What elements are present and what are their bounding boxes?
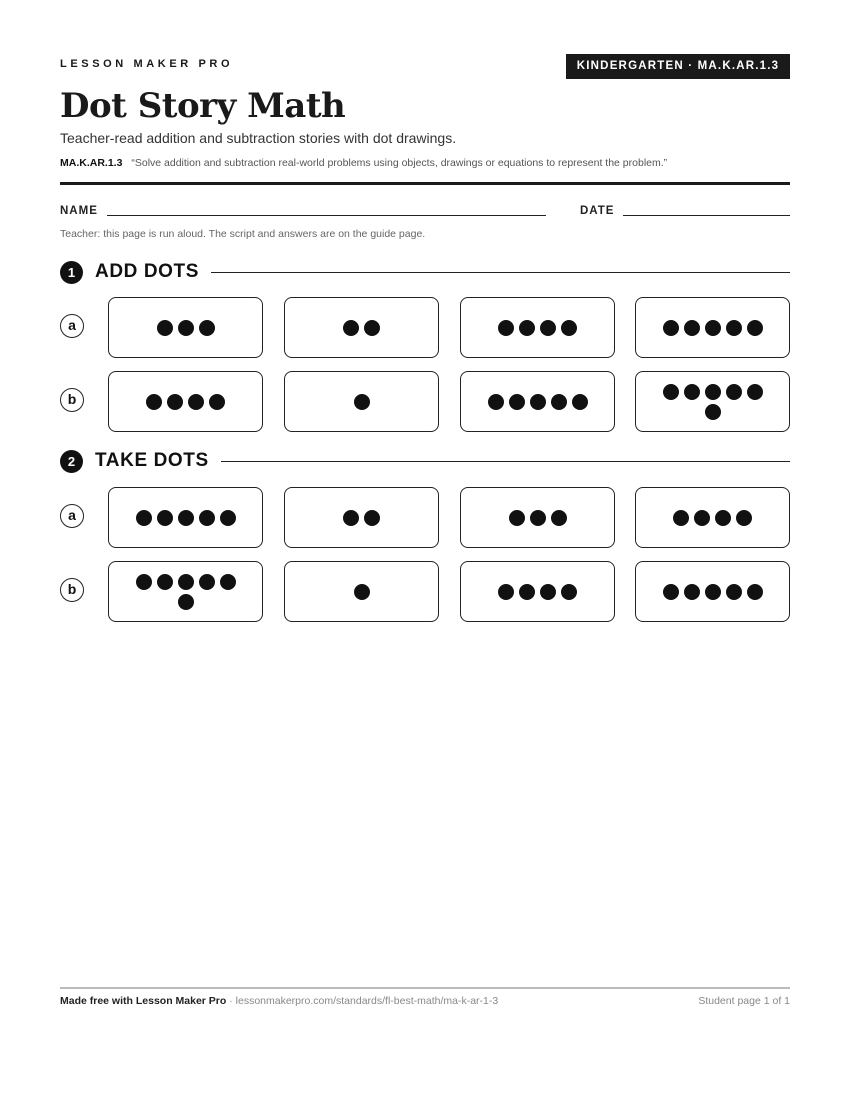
dot-card — [635, 371, 790, 432]
dot-icon — [343, 320, 359, 336]
dot-icon — [705, 404, 721, 420]
problem-row — [60, 561, 790, 623]
dot-icon — [178, 594, 194, 610]
dot-icon — [705, 384, 721, 400]
section-header — [60, 260, 790, 284]
row-label-badge: a — [60, 504, 84, 528]
dot-icon — [726, 384, 742, 400]
section-title: TAKE DOTS — [95, 449, 221, 473]
dot-icon — [684, 320, 700, 336]
dot-icon — [705, 584, 721, 600]
dot-icon — [551, 510, 567, 526]
footer-url[interactable]: · lessonmakerpro.com/standards/fl-best-math/ma-k-ar-1-3 — [226, 995, 499, 1007]
dot-icon — [705, 320, 721, 336]
dot-icon — [498, 584, 514, 600]
dot-group — [663, 584, 763, 600]
dot-icon — [715, 510, 731, 526]
dot-icon — [178, 510, 194, 526]
dot-icon — [364, 320, 380, 336]
problem-row — [60, 297, 790, 359]
name-write-line[interactable] — [107, 215, 546, 216]
dot-group — [663, 384, 763, 420]
problem-row — [60, 487, 790, 549]
dot-icon — [209, 394, 225, 410]
dot-icon — [178, 320, 194, 336]
dot-icon — [199, 510, 215, 526]
footer-divider — [60, 987, 790, 989]
dot-card — [108, 297, 263, 358]
section-header — [60, 449, 790, 473]
dot-group — [312, 320, 412, 336]
dot-icon — [364, 510, 380, 526]
footer-page-number: Student page 1 of 1 — [698, 995, 790, 1007]
dot-card — [460, 561, 615, 622]
problem-row — [60, 371, 790, 433]
dot-card — [460, 487, 615, 548]
dot-icon — [343, 510, 359, 526]
grade-standard-badge: KINDERGARTEN · MA.K.AR.1.3 — [566, 54, 790, 79]
dot-icon — [509, 394, 525, 410]
dot-icon — [354, 394, 370, 410]
dot-icon — [488, 394, 504, 410]
dot-group — [312, 584, 412, 600]
dot-card — [635, 487, 790, 548]
dot-card — [460, 371, 615, 432]
dot-card — [284, 561, 439, 622]
row-label-badge: a — [60, 314, 84, 338]
dot-card — [284, 487, 439, 548]
page-subtitle: Teacher-read addition and subtraction stories with dot drawings. — [60, 130, 457, 146]
dot-icon — [199, 320, 215, 336]
dot-icon — [684, 584, 700, 600]
dot-group — [312, 510, 412, 526]
dot-icon — [673, 510, 689, 526]
dot-icon — [188, 394, 204, 410]
dot-icon — [199, 574, 215, 590]
dot-icon — [509, 510, 525, 526]
dot-icon — [561, 584, 577, 600]
name-label: NAME — [60, 205, 98, 217]
dot-group — [136, 320, 236, 336]
dot-icon — [747, 384, 763, 400]
teacher-note: Teacher: this page is run aloud. The script and answers are on the guide page. — [60, 228, 426, 240]
dot-group — [488, 584, 588, 600]
dot-group — [312, 394, 412, 410]
dot-icon — [146, 394, 162, 410]
dot-icon — [726, 320, 742, 336]
dot-icon — [220, 510, 236, 526]
dot-icon — [663, 384, 679, 400]
standard-text: “Solve addition and subtraction real-world problems using objects, drawings or equations to represent the problem.” — [131, 157, 668, 169]
dot-icon — [178, 574, 194, 590]
standard-code: MA.K.AR.1.3 — [60, 157, 123, 169]
dot-card — [460, 297, 615, 358]
dot-icon — [157, 574, 173, 590]
dot-group — [488, 510, 588, 526]
dot-icon — [747, 584, 763, 600]
dot-icon — [167, 394, 183, 410]
dot-icon — [136, 510, 152, 526]
row-label-badge: b — [60, 388, 84, 412]
dot-icon — [519, 320, 535, 336]
dot-group — [136, 574, 236, 610]
dot-icon — [572, 394, 588, 410]
section-number-badge: 1 — [60, 261, 83, 284]
brand-name: LESSON MAKER PRO — [60, 58, 234, 70]
dot-icon — [220, 574, 236, 590]
page-title: Dot Story Math — [60, 86, 346, 126]
dot-card — [108, 487, 263, 548]
dot-icon — [519, 584, 535, 600]
dot-group — [488, 320, 588, 336]
section-number-badge: 2 — [60, 450, 83, 473]
dot-icon — [530, 510, 546, 526]
dot-icon — [354, 584, 370, 600]
footer-credit — [60, 995, 498, 1007]
dot-icon — [663, 320, 679, 336]
dot-group — [488, 394, 588, 410]
dot-group — [136, 510, 236, 526]
dot-icon — [736, 510, 752, 526]
dot-card — [284, 371, 439, 432]
dot-group — [663, 320, 763, 336]
dot-group — [136, 394, 236, 410]
dot-icon — [551, 394, 567, 410]
dot-icon — [540, 320, 556, 336]
dot-icon — [498, 320, 514, 336]
header-divider — [60, 182, 790, 185]
dot-icon — [747, 320, 763, 336]
date-label: DATE — [580, 205, 615, 217]
dot-icon — [684, 384, 700, 400]
footer-made-with: Made free with Lesson Maker Pro — [60, 995, 227, 1007]
dot-icon — [694, 510, 710, 526]
dot-icon — [530, 394, 546, 410]
dot-card — [284, 297, 439, 358]
dot-card — [635, 561, 790, 622]
dot-icon — [157, 510, 173, 526]
dot-icon — [136, 574, 152, 590]
dot-icon — [726, 584, 742, 600]
dot-card — [108, 561, 263, 622]
dot-card — [108, 371, 263, 432]
row-label-badge: b — [60, 578, 84, 602]
date-write-line[interactable] — [623, 215, 790, 216]
dot-icon — [157, 320, 173, 336]
dot-icon — [663, 584, 679, 600]
dot-group — [663, 510, 763, 526]
standard-statement — [60, 157, 667, 169]
dot-icon — [540, 584, 556, 600]
section-title: ADD DOTS — [95, 260, 211, 284]
dot-icon — [561, 320, 577, 336]
dot-card — [635, 297, 790, 358]
